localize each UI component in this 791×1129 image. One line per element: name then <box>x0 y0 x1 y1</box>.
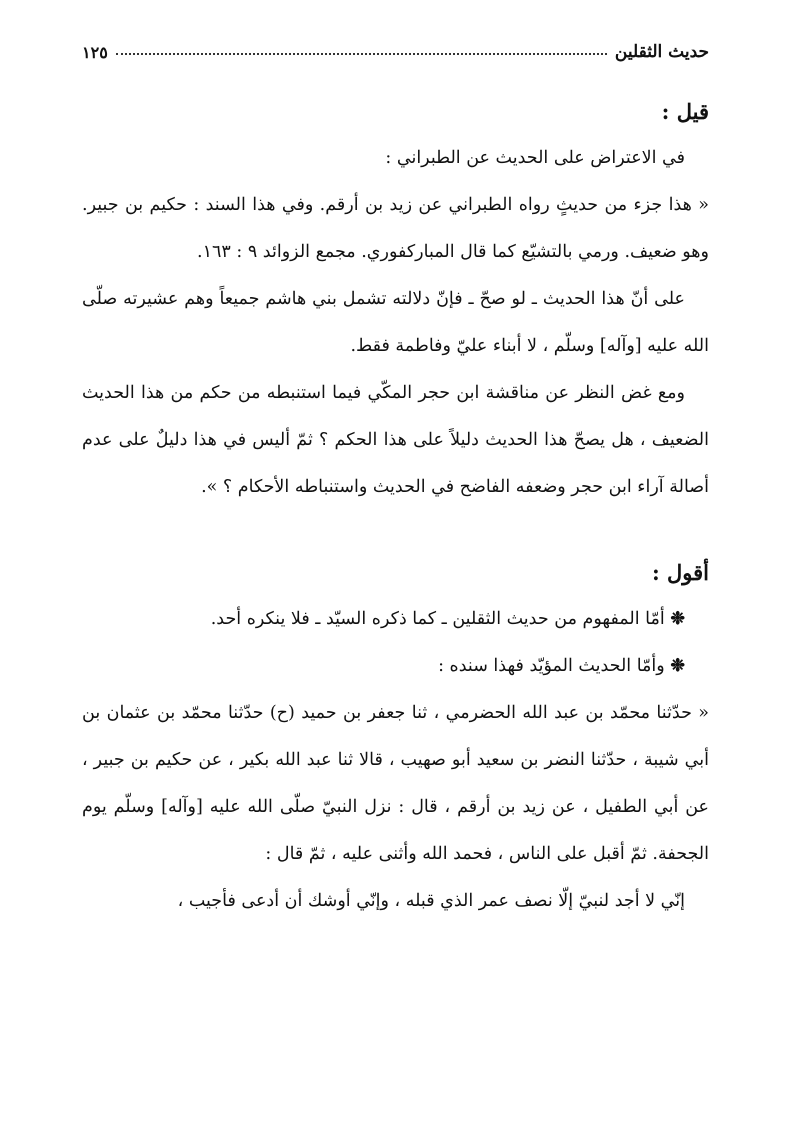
paragraph-ibn-hajar: ومع غض النظر عن مناقشة ابن حجر المكّي فيما استنبطه من حكم من هذا الحديث الضعيف ، هل يصحّ هذا الحديث دليلاً على هذا الحكم ؟ ثمّ أليس في هذا دليلٌ على عدم أصالة آراء ابن حجر وضعفه الفاضح في الحديث واستنباطه الأحكام ؟ ». <box>82 383 709 497</box>
page-body <box>82 88 709 925</box>
header-dot-leader <box>116 53 607 55</box>
star-bullet-icon: ❉ <box>670 609 685 629</box>
point-1 <box>82 596 709 643</box>
point-2 <box>82 643 709 690</box>
paragraph-bani-hashim: على أنّ هذا الحديث ـ لو صحّ ـ فإنّ دلالته تشمل بني هاشم جميعاً وهم عشيرته صلّى الله عليه [وآله] وسلّم ، لا أبناء عليّ وفاطمة فقط. <box>82 289 709 356</box>
quote-isnad: « حدّثنا محمّد بن عبد الله الحضرمي ، ثنا جعفر بن حميد (ح) حدّثنا محمّد بن عثمان بن أبي شيبة ، حدّثنا النضر بن سعيد أبو صهيب ، قالا ثنا عبد الله بكير ، عن حكيم بن جبير ، عن أبي الطفيل ، عن زيد بن أرقم ، قال : نزل النبيّ صلّى الله عليه [وآله] وسلّم يوم الجحفة. ثمّ أقبل على الناس ، فحمد الله وأثنى عليه ، ثمّ قال : <box>82 703 709 864</box>
section-gap <box>82 511 709 549</box>
objection-intro: في الاعتراض على الحديث عن الطبراني : <box>385 148 685 168</box>
running-header <box>82 34 709 62</box>
point-2-text: وأمّا الحديث المؤيّد فهذا سنده : <box>438 656 665 676</box>
running-title: حديث الثقلين <box>614 42 709 62</box>
star-bullet-icon: ❉ <box>670 656 685 676</box>
point-1-text: أمّا المفهوم من حديث الثقلين ـ كما ذكره السيّد ـ فلا ينكره أحد. <box>210 609 665 629</box>
heading-qil: قيل : <box>661 99 709 124</box>
page-number: ١٢٥ <box>82 43 108 62</box>
quote-tabarani: « هذا جزء من حديثٍ رواه الطبراني عن زيد بن أرقم. وفي هذا السند : حكيم بن جبير. وهو ضعيف. ورمي بالتشيّع كما قال المباركفوري. مجمع الزوائد ٩ : ١٦٣. <box>82 195 709 262</box>
hadith-opening-line: إنّي لا أجد لنبيّ إلّا نصف عمر الذي قبله ، وإنّي أوشك أن أدعى فأجيب ، <box>177 891 685 911</box>
heading-aqul: أقول : <box>651 560 709 585</box>
